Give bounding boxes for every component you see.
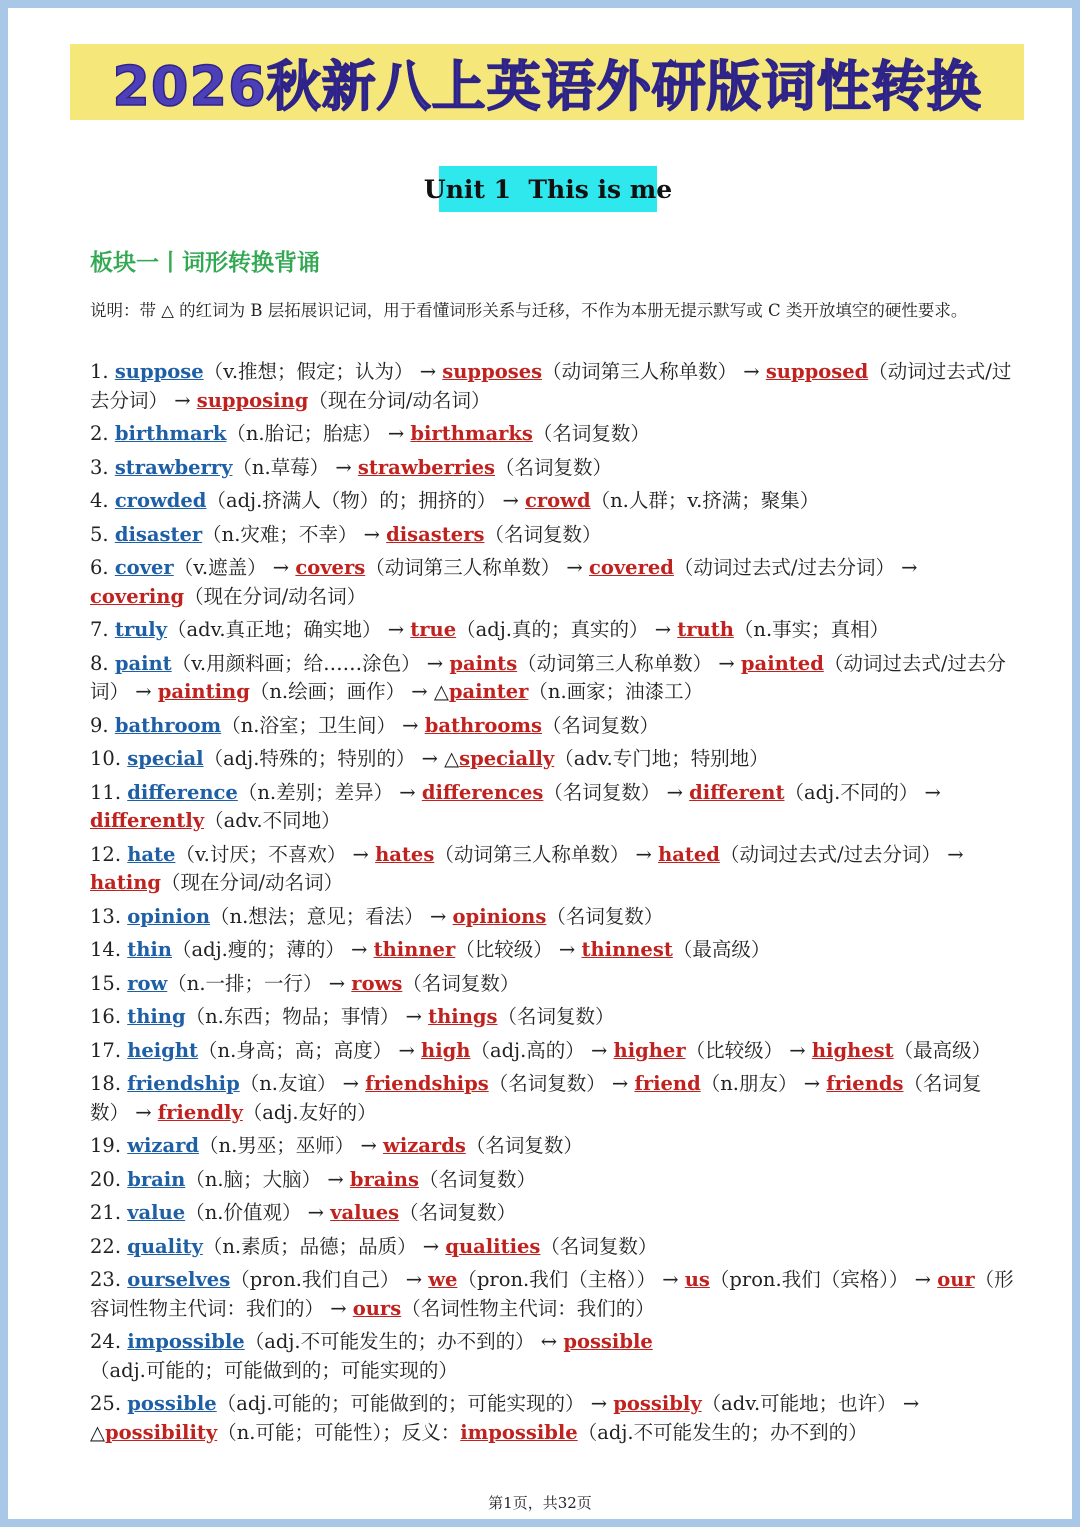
- derived-word: wizards: [383, 1134, 466, 1157]
- entry-item: [90, 1199, 1015, 1228]
- entry-text: （adv.专门地；特别地）: [554, 747, 769, 770]
- entry-item: [90, 712, 1015, 741]
- derived-word: thinner: [373, 938, 456, 961]
- headword: crowded: [114, 489, 207, 512]
- derived-word: qualities: [445, 1234, 541, 1258]
- derived-word: supposes: [442, 360, 543, 383]
- derived-word: birthmarks: [410, 422, 533, 445]
- headword: value: [127, 1201, 186, 1224]
- entry-item: [90, 420, 1015, 449]
- derived-word: friendships: [365, 1072, 489, 1095]
- headword: birthmark: [114, 422, 227, 445]
- entry-text: （n.朋友） →: [700, 1072, 827, 1095]
- entry-text: （adj.高的） →: [470, 1038, 614, 1062]
- entry-text: 19.: [90, 1134, 128, 1157]
- entry-text: （动词过去式/过去分词） →: [90, 360, 1012, 412]
- derived-word: covers: [295, 556, 366, 579]
- derived-word: friend: [634, 1072, 701, 1095]
- entry-text: 15.: [90, 971, 128, 995]
- entry-text: （n.想法；意见；看法） →: [210, 904, 453, 928]
- entry-text: （n.脑；大脑） →: [185, 1167, 350, 1191]
- derived-word: painter: [448, 680, 529, 703]
- entry-item: [90, 1233, 1015, 1262]
- entry-item: [90, 1266, 1015, 1323]
- entry-text: （名词复数）: [399, 1201, 517, 1224]
- entry-text: 24.: [90, 1330, 128, 1353]
- note-text: 说明：带 △ 的红词为 B 层拓展识记词，用于看懂词形关系与迁移，不作为本册无提示默写或 C 类开放填空的硬性要求。: [90, 301, 968, 320]
- derived-word: supposing: [196, 388, 309, 412]
- entry-item: [90, 1390, 1015, 1447]
- entry-text: （n.差别；差异） →: [237, 780, 422, 804]
- entry-text: （名词复数）: [532, 422, 650, 445]
- entry-text: （名词性物主代词：我们的）: [401, 1296, 655, 1320]
- derived-word: our: [937, 1268, 975, 1291]
- derived-word: opinions: [452, 904, 547, 928]
- headword: cover: [114, 556, 174, 579]
- headword: quality: [127, 1234, 203, 1258]
- headword: truly: [114, 618, 168, 641]
- entry-text: （pron.我们（宾格）） →: [709, 1268, 938, 1291]
- entry-text: 23.: [90, 1268, 128, 1291]
- entry-text: 20.: [90, 1167, 128, 1191]
- entry-text: （n.浴室；卫生间） →: [221, 713, 425, 737]
- entry-text: （n.绘画；画作） → △: [249, 680, 449, 703]
- entry-item: [90, 970, 1015, 999]
- entry-item: [90, 1166, 1015, 1195]
- entry-text: （动词第三人称单数） →: [517, 651, 741, 675]
- entry-item: [90, 1070, 1015, 1127]
- entry-item: [90, 1328, 1015, 1385]
- entry-item: [90, 841, 1015, 898]
- entry-text: （n.草莓） →: [232, 455, 358, 479]
- entry-text: （pron.我们自己） →: [230, 1268, 429, 1291]
- entry-text: （名词复数）: [402, 971, 520, 995]
- entry-text: 9.: [90, 713, 115, 737]
- entry-text: （adv.不同地）: [204, 809, 341, 832]
- derived-word: friends: [826, 1072, 904, 1095]
- entry-text: （名词复数）: [540, 1234, 658, 1258]
- entry-text: （现在分词/动名词）: [161, 871, 344, 894]
- derived-word: bathrooms: [424, 713, 543, 737]
- entry-text: （动词过去式/过去分词） →: [90, 651, 1006, 703]
- entry-text: 12.: [90, 842, 128, 866]
- derived-word: rows: [351, 971, 403, 995]
- entry-text: （形容词性物主代词：我们的） →: [90, 1268, 1014, 1320]
- page: [8, 8, 1072, 1519]
- entry-text: （v.遮盖） →: [173, 556, 296, 579]
- derived-word: truth: [677, 618, 734, 641]
- entry-item: [90, 1003, 1015, 1032]
- derived-word: possibility: [105, 1420, 218, 1444]
- headword: ourselves: [127, 1268, 231, 1291]
- derived-word: hating: [90, 871, 162, 894]
- entry-text: 6.: [90, 556, 115, 579]
- headword: opinion: [127, 904, 211, 928]
- headword: disaster: [114, 522, 203, 546]
- entry-item: [90, 554, 1015, 611]
- headword: impossible: [127, 1330, 245, 1353]
- entry-text: （名词复数）: [542, 713, 660, 737]
- headword: friendship: [127, 1072, 240, 1095]
- entry-text: （n.灾难；不幸） →: [202, 522, 387, 546]
- entry-item: [90, 903, 1015, 932]
- section-heading: 板块一丨词形转换背诵: [90, 250, 320, 276]
- derived-word: covering: [90, 584, 185, 608]
- derived-word: covered: [588, 556, 674, 579]
- entry-text: （名词复数）: [546, 904, 664, 928]
- entry-text: （动词过去式/过去分词） →: [673, 556, 918, 579]
- entry-item: [90, 487, 1015, 516]
- derived-word: specially: [459, 747, 555, 770]
- headword: suppose: [114, 360, 204, 383]
- entry-text: 1.: [90, 360, 115, 383]
- derived-word: strawberries: [357, 455, 495, 479]
- entry-text: （n.东西；物品；事情） →: [185, 1005, 429, 1028]
- derived-word: hates: [375, 842, 435, 866]
- headword: height: [127, 1038, 199, 1062]
- derived-word: crowd: [525, 489, 591, 512]
- entry-item: [90, 936, 1015, 965]
- headword: bathroom: [114, 713, 222, 737]
- entry-text: （n.身高；高；高度） →: [198, 1038, 422, 1062]
- entry-list: [90, 358, 1015, 1452]
- entry-text: 2.: [90, 422, 115, 445]
- entry-text: （动词第三人称单数） →: [542, 360, 766, 383]
- headword: thin: [127, 938, 172, 961]
- entry-text: （n.画家；油漆工）: [528, 680, 704, 703]
- entry-text: （adj.不可能发生的；办不到的） ↔: [244, 1330, 564, 1353]
- derived-word: things: [428, 1005, 498, 1028]
- entry-text: （adj.瘦的；薄的） →: [172, 938, 374, 961]
- unit-heading: Unit 1 This is me: [439, 166, 657, 212]
- derived-word: painting: [157, 680, 250, 703]
- entry-text: （adj.特殊的；特别的） → △: [203, 747, 460, 770]
- entry-text: （adj.可能的；可能做到的；可能实现的）: [90, 1358, 458, 1382]
- entry-text: （n.一排；一行） →: [167, 971, 352, 995]
- entry-text: （比较级） →: [685, 1038, 812, 1062]
- entry-text: （名词复数）: [497, 1005, 615, 1028]
- entry-text: 25.: [90, 1392, 128, 1415]
- entry-text: （名词复数）: [484, 522, 602, 546]
- headword: brain: [127, 1167, 186, 1191]
- entry-item: [90, 650, 1015, 707]
- headword: hate: [127, 842, 176, 866]
- headword: thing: [127, 1005, 186, 1028]
- headword: difference: [127, 780, 238, 804]
- entry-text: 14.: [90, 938, 128, 961]
- entry-text: （n.友谊） →: [239, 1072, 366, 1095]
- entry-text: （adj.不可能发生的；办不到的）: [577, 1420, 868, 1444]
- derived-word: highest: [811, 1038, 894, 1062]
- entry-text: 4.: [90, 489, 115, 512]
- entry-text: （n.事实；真相）: [733, 618, 890, 641]
- derived-word: possibly: [613, 1392, 702, 1415]
- derived-word: higher: [613, 1038, 686, 1062]
- entry-text: （adj.挤满人（物）的；拥挤的） →: [206, 489, 526, 512]
- headword: strawberry: [114, 455, 233, 479]
- entry-text: 17.: [90, 1038, 128, 1062]
- entry-text: （名词复数）: [494, 455, 612, 479]
- entry-text: （v.推想；假定；认为） →: [203, 360, 443, 383]
- entry-text: （pron.我们（主格）） →: [457, 1268, 685, 1291]
- entry-text: （adj.真的；真实的） →: [456, 618, 678, 641]
- title-banner: [70, 44, 1024, 120]
- headword: special: [127, 747, 204, 770]
- entry-text: 7.: [90, 618, 115, 641]
- entry-text: （v.讨厌；不喜欢） →: [175, 842, 376, 866]
- entry-text: 3.: [90, 455, 115, 479]
- derived-word: true: [410, 618, 457, 641]
- entry-text: （n.可能；可能性）；反义：: [217, 1420, 461, 1444]
- entry-text: 11.: [90, 780, 128, 804]
- entry-item: [90, 1132, 1015, 1161]
- entry-text: （名词复数）: [465, 1134, 583, 1157]
- entry-text: （最高级）: [893, 1038, 992, 1062]
- entry-text: 5.: [90, 522, 115, 546]
- derived-word: painted: [740, 651, 824, 675]
- derived-word: brains: [349, 1167, 419, 1191]
- entry-item: [90, 358, 1015, 415]
- headword: paint: [114, 651, 172, 675]
- headword: wizard: [127, 1134, 200, 1157]
- entry-item: [90, 1037, 1015, 1066]
- derived-word: paints: [449, 651, 518, 675]
- page-title: 2026秋新八上英语外研版词性转换: [112, 54, 982, 118]
- derived-word: possible: [563, 1330, 653, 1353]
- derived-word: differently: [90, 809, 205, 832]
- entry-text: （n.男巫；巫师） →: [199, 1134, 384, 1157]
- entry-text: （现在分词/动名词）: [308, 388, 491, 412]
- entry-text: （动词第三人称单数） →: [365, 556, 589, 579]
- entry-text: 18.: [90, 1072, 128, 1095]
- entry-text: （动词第三人称单数） →: [434, 842, 659, 866]
- derived-word: we: [428, 1268, 458, 1291]
- headword: row: [127, 971, 168, 995]
- derived-word: different: [689, 780, 785, 804]
- entry-item: [90, 779, 1015, 836]
- entry-text: （adj.可能的；可能做到的；可能实现的） →: [216, 1392, 614, 1415]
- entry-text: （名词复数） →: [90, 1072, 982, 1124]
- entry-text: （adj.不同的） →: [784, 780, 941, 804]
- derived-word: values: [330, 1201, 400, 1224]
- derived-word: thinnest: [581, 938, 673, 961]
- derived-word: high: [421, 1038, 471, 1062]
- entry-text: （现在分词/动名词）: [184, 584, 367, 608]
- entry-item: [90, 745, 1015, 774]
- derived-word: us: [684, 1268, 710, 1291]
- derived-word: supposed: [765, 360, 869, 383]
- entry-text: 8.: [90, 651, 115, 675]
- entry-text: （n.素质；品德；品质） →: [202, 1234, 446, 1258]
- entry-text: （名词复数）: [418, 1167, 536, 1191]
- entry-text: （adj.友好的）: [242, 1100, 377, 1124]
- entry-text: 13.: [90, 904, 128, 928]
- entry-text: （比较级） →: [455, 938, 582, 961]
- derived-word: hated: [658, 842, 720, 866]
- derived-word: friendly: [157, 1100, 243, 1124]
- entry-text: 10.: [90, 747, 128, 770]
- entry-text: 22.: [90, 1234, 128, 1258]
- entry-item: [90, 454, 1015, 483]
- derived-word: disasters: [386, 522, 485, 546]
- entry-text: （n.人群；v.挤满；聚集）: [590, 489, 820, 512]
- entry-item: [90, 616, 1015, 645]
- page-footer: 第1页，共32页: [488, 1494, 592, 1512]
- entry-text: （名词复数） →: [543, 780, 690, 804]
- derived-word: impossible: [460, 1420, 578, 1444]
- headword: possible: [127, 1392, 217, 1415]
- entry-text: （n.胎记；胎痣） →: [226, 422, 411, 445]
- derived-word: ours: [352, 1296, 402, 1320]
- entry-text: （最高级）: [672, 938, 771, 961]
- entry-item: [90, 521, 1015, 550]
- derived-word: differences: [421, 780, 544, 804]
- entry-text: 21.: [90, 1201, 128, 1224]
- entry-text: （名词复数） →: [488, 1072, 635, 1095]
- entry-text: （adv.可能地；也许） → △: [90, 1392, 920, 1444]
- entry-text: （v.用颜料画；给……涂色） →: [171, 651, 450, 675]
- entry-text: 16.: [90, 1005, 128, 1028]
- entry-text: （动词过去式/过去分词） →: [719, 842, 964, 866]
- entry-text: （n.价值观） →: [185, 1201, 331, 1224]
- entry-text: （adv.真正地；确实地） →: [167, 618, 411, 641]
